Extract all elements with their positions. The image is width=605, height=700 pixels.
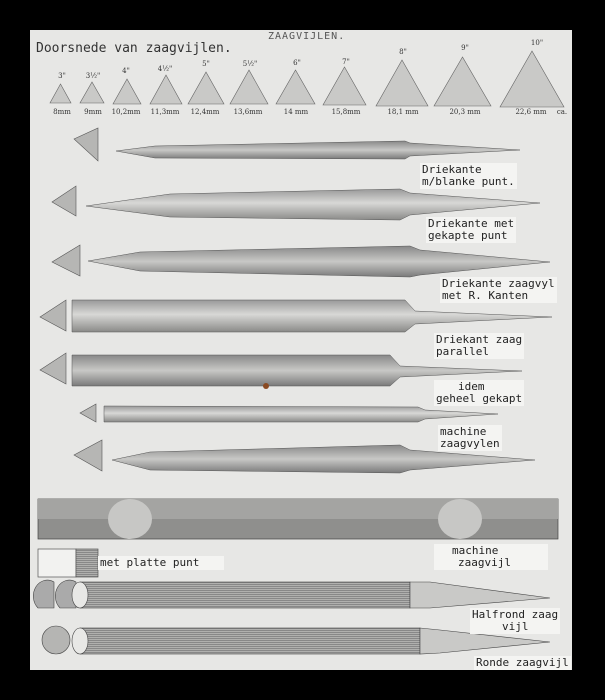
size-label-mm: 8mm	[53, 108, 71, 116]
cross-section-triangles	[50, 51, 564, 107]
size-label-inch: 10"	[530, 39, 544, 47]
label-halfrond: Halfrond zaag vijl	[472, 608, 559, 633]
size-label-mm: 15,8mm	[331, 108, 361, 116]
machine-file-bar	[38, 499, 558, 539]
size-label-mm: 10,2mm	[111, 108, 141, 116]
size-label-inch: 9"	[461, 44, 469, 52]
size-label-mm: 14 mm	[283, 108, 309, 116]
size-label-inch: 5"	[202, 60, 210, 68]
size-label-inch: 4½"	[157, 65, 173, 73]
file-bodies	[72, 141, 552, 473]
stain-mark	[263, 383, 269, 389]
size-label-inch: 4"	[122, 67, 130, 75]
label-driekante-blanke: Driekante m/blanke punt.	[422, 163, 515, 188]
size-label-mm: 9mm	[84, 108, 102, 116]
size-label-mm: 20,3 mm	[449, 108, 481, 116]
size-label-mm: 11,3mm	[150, 108, 180, 116]
size-label-ca: ca.	[556, 108, 568, 116]
label-driekante-r-kanten: Driekante zaagvyl met R. Kanten	[442, 277, 555, 302]
label-machine-zaagvylen: machine zaagvylen	[440, 425, 500, 450]
label-machine-zaagvijl: machine zaagvijl	[434, 544, 548, 570]
size-label-inch: 7"	[342, 58, 350, 66]
label-driekante-gekapte: Driekante met gekapte punt	[428, 217, 515, 242]
half-round-file	[33, 580, 550, 608]
label-idem-gekapt: idem geheel gekapt	[436, 380, 523, 405]
size-label-mm: 13,6mm	[233, 108, 263, 116]
size-label-mm: 22,6 mm	[515, 108, 547, 116]
flat-tip-file	[38, 549, 98, 577]
label-ronde: Ronde zaagvijl	[476, 656, 569, 669]
size-label-mm: 12,4mm	[190, 108, 220, 116]
illustration-plate	[30, 30, 572, 670]
page-title: ZAAGVIJLEN.	[268, 31, 346, 42]
size-label-inch: 5½"	[242, 60, 258, 68]
section-subtitle: Doorsnede van zaagvijlen.	[36, 41, 232, 56]
label-driekant-parallel: Driekant zaag parallel	[436, 333, 523, 358]
size-label-inch: 8"	[399, 48, 407, 56]
label-platte-punt: met platte punt	[98, 556, 224, 570]
file-section-icons	[40, 128, 102, 471]
size-label-inch: 6"	[293, 59, 301, 67]
size-label-inch: 3½"	[85, 72, 101, 80]
size-label-mm: 18,1 mm	[387, 108, 419, 116]
size-label-inch: 3"	[58, 72, 66, 80]
